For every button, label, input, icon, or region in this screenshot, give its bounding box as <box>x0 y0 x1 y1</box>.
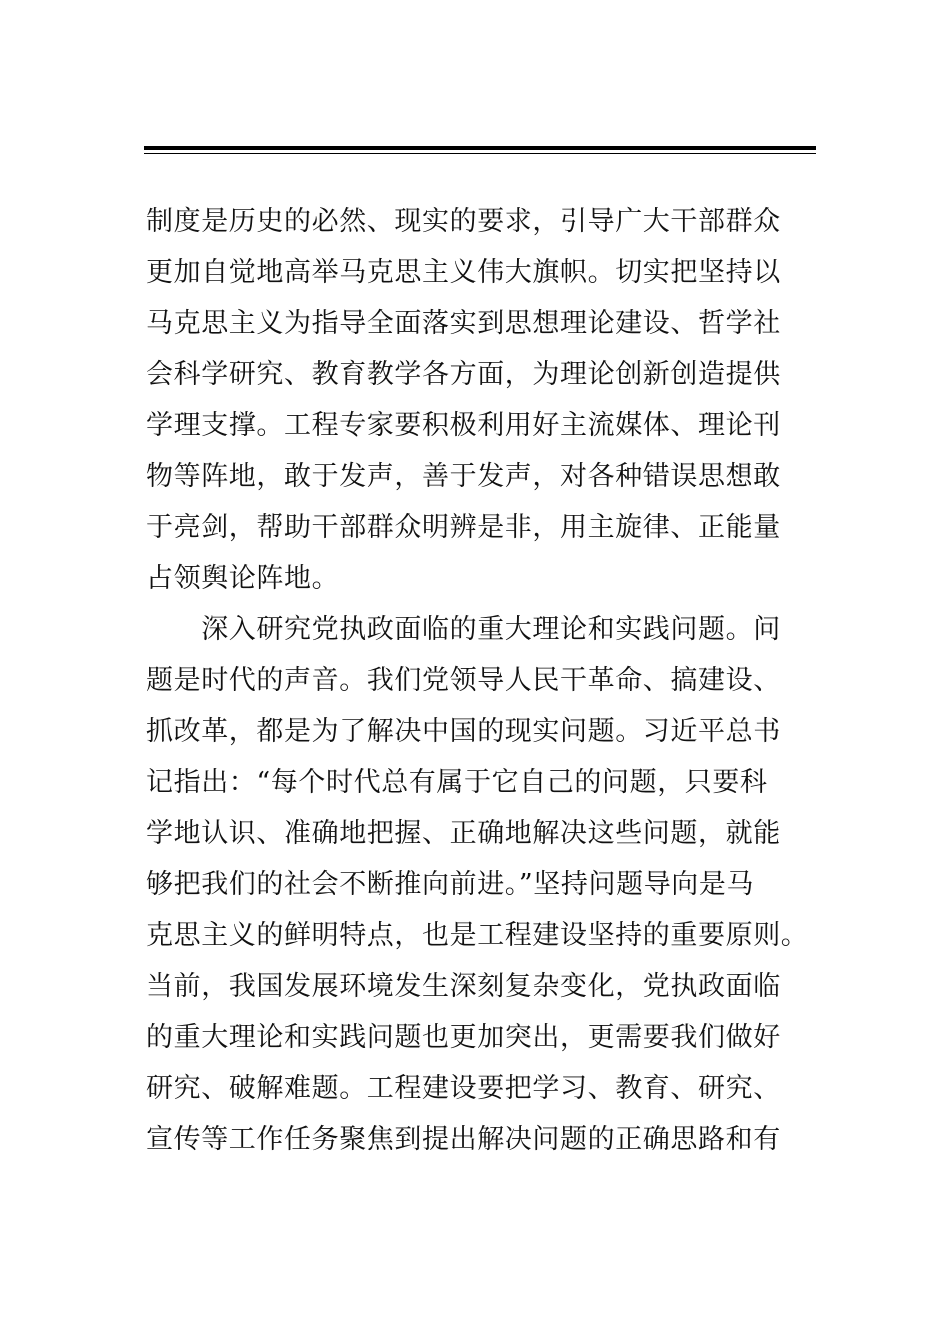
text-line: 学地认识、准确地把握、正确地解决这些问题，就能 <box>146 818 781 849</box>
body-text <box>146 196 846 1165</box>
text-line: 克思主义的鲜明特点，也是工程建设坚持的重要原则。 <box>146 920 809 951</box>
text-line: 占领舆论阵地。 <box>146 563 340 594</box>
text-line: 更加自觉地高举马克思主义伟大旗帜。切实把坚持以 <box>146 257 781 288</box>
text-line: 会科学研究、教育教学各方面，为理论创新创造提供 <box>146 359 781 390</box>
text-line: 学理支撑。工程专家要积极利用好主流媒体、理论刊 <box>146 410 781 441</box>
text-line: 当前，我国发展环境发生深刻复杂变化，党执政面临 <box>146 971 781 1002</box>
text-line: 题是时代的声音。我们党领导人民干革命、搞建设、 <box>146 665 781 696</box>
text-line: 记指出：“每个时代总有属于它自己的问题，只要科 <box>146 767 768 798</box>
text-line: 马克思主义为指导全面落实到思想理论建设、哲学社 <box>146 308 781 339</box>
text-line: 宣传等工作任务聚焦到提出解决问题的正确思路和有 <box>146 1124 781 1155</box>
text-line: 研究、破解难题。工程建设要把学习、教育、研究、 <box>146 1073 781 1104</box>
text-line: 的重大理论和实践问题也更加突出，更需要我们做好 <box>146 1022 781 1053</box>
text-line: 物等阵地，敢于发声，善于发声，对各种错误思想敢 <box>146 461 781 492</box>
text-line: 深入研究党执政面临的重大理论和实践问题。问 <box>146 614 781 645</box>
header-rule-thick <box>144 146 816 150</box>
header-rule-thin <box>144 153 816 154</box>
text-line: 抓改革，都是为了解决中国的现实问题。习近平总书 <box>146 716 781 747</box>
text-line: 于亮剑，帮助干部群众明辨是非，用主旋律、正能量 <box>146 512 781 543</box>
text-line: 够把我们的社会不断推向前进。”坚持问题导向是马 <box>146 869 755 900</box>
text-line: 制度是历史的必然、现实的要求，引导广大干部群众 <box>146 206 781 237</box>
